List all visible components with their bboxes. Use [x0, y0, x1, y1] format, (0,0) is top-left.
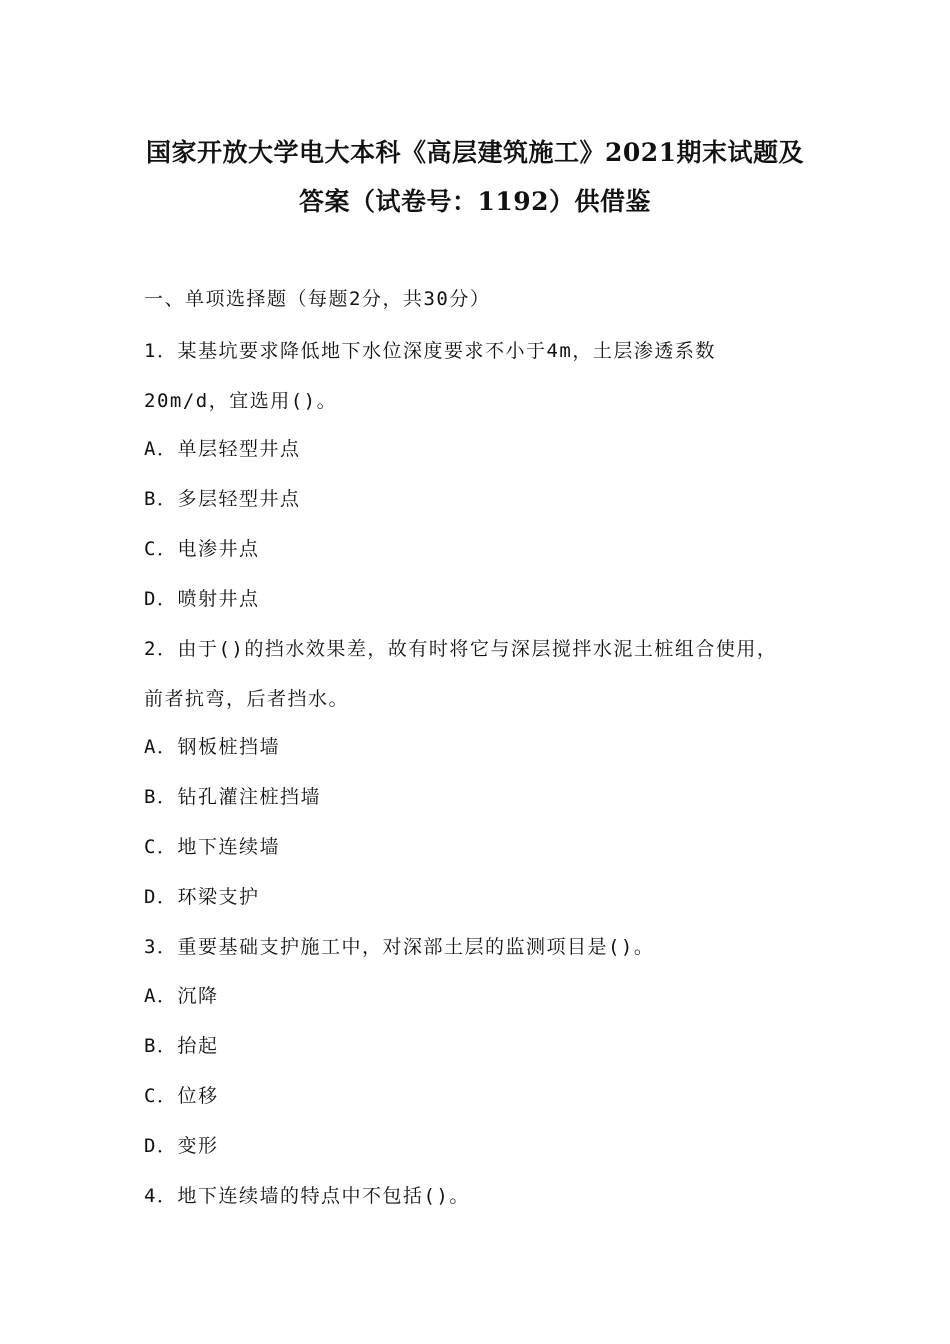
question-2-stem: 2．由于()的挡水效果差，故有时将它与深层搅拌水泥土桩组合使用，	[144, 638, 778, 660]
section-heading: 一、单项选择题（每题2分，共30分）	[144, 288, 491, 310]
question-4-stem: 4．地下连续墙的特点中不包括()。	[144, 1185, 470, 1207]
question-3-option-a: A．沉降	[144, 985, 219, 1007]
question-1-option-b: B．多层轻型井点	[144, 488, 301, 510]
question-2-stem-continued: 前者抗弯，后者挡水。	[144, 688, 350, 710]
question-3-option-b: B．抬起	[144, 1035, 219, 1057]
document-title-line-2: 答案（试卷号：1192）供借鉴	[298, 187, 652, 216]
question-3-option-d: D．变形	[144, 1135, 219, 1157]
question-3-option-c: C．位移	[144, 1085, 219, 1107]
question-2-option-d: D．环梁支护	[144, 886, 260, 908]
question-3-stem: 3．重要基础支护施工中，对深部土层的监测项目是()。	[144, 936, 655, 958]
document-title-line-1: 国家开放大学电大本科《高层建筑施工》2021期末试题及	[145, 138, 805, 167]
question-1-stem-continued: 20m/d，宜选用()。	[144, 390, 338, 412]
question-2-option-a: A．钢板桩挡墙	[144, 736, 280, 758]
question-2-option-b: B．钻孔灌注桩挡墙	[144, 786, 321, 808]
question-2-option-c: C．地下连续墙	[144, 836, 280, 858]
question-1-option-c: C．电渗井点	[144, 538, 260, 560]
question-1-option-d: D．喷射井点	[144, 588, 260, 610]
question-1-stem: 1．某基坑要求降低地下水位深度要求不小于4m，土层渗透系数	[144, 340, 716, 362]
question-1-option-a: A．单层轻型井点	[144, 438, 301, 460]
